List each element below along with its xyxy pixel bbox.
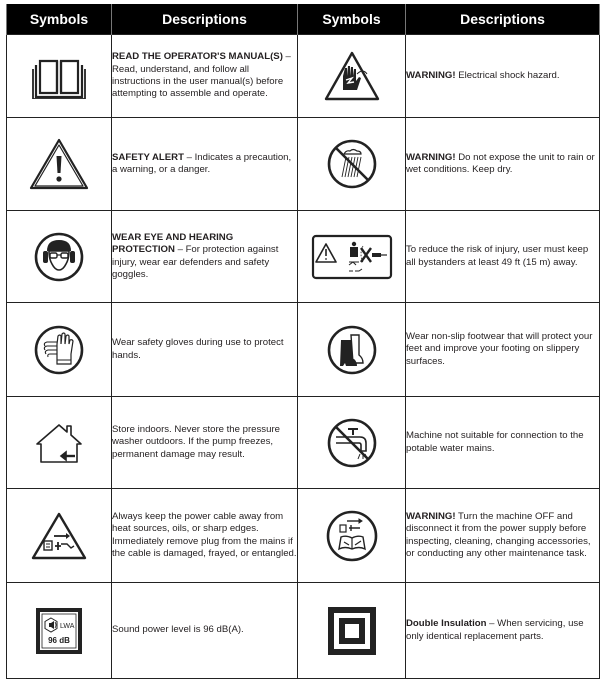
power-cable-warning-icon xyxy=(30,511,88,561)
description-cell xyxy=(112,489,298,583)
symbol-cell xyxy=(7,303,112,397)
description-cell xyxy=(406,211,600,303)
table-row xyxy=(7,35,600,118)
double-insulation-icon xyxy=(328,607,376,655)
description-bold: SAFETY ALERT xyxy=(112,151,184,163)
description-cell xyxy=(406,489,600,583)
description-text: – Read, understand, and follow all instructions in the user manual(s) before attempting to assemble and operate. xyxy=(112,51,291,100)
description-text: – When servicing, use only identical replacement parts. xyxy=(406,618,584,642)
eye-hearing-protection-icon xyxy=(33,231,85,283)
sound-power-level-icon xyxy=(35,607,83,655)
header-descriptions-2: Descriptions xyxy=(406,4,600,35)
operator-manual-book-icon xyxy=(31,53,87,99)
table-row xyxy=(7,489,600,583)
svg-text:96 dB: 96 dB xyxy=(48,635,70,645)
svg-text:LWA: LWA xyxy=(60,622,75,630)
header-symbols-1: Symbols xyxy=(7,4,112,35)
table-row xyxy=(7,303,600,397)
symbol-cell xyxy=(7,35,112,118)
symbol-cell xyxy=(298,489,406,583)
symbol-cell xyxy=(7,489,112,583)
description-cell xyxy=(112,118,298,211)
description-text: Wear safety gloves during use to protect hands. xyxy=(112,337,284,361)
description-text: Sound power level is 96 dB(A). xyxy=(112,624,244,636)
table-header-row xyxy=(7,4,600,35)
description-cell xyxy=(406,118,600,211)
description-bold: WARNING! xyxy=(406,69,456,81)
symbol-cell xyxy=(7,211,112,303)
safety-gloves-icon xyxy=(33,324,85,376)
electrical-shock-hazard-icon xyxy=(323,50,381,102)
description-cell xyxy=(112,397,298,489)
description-bold: WARNING! xyxy=(406,151,456,163)
table-row xyxy=(7,211,600,303)
description-text: – For protection against injury, wear ear defenders and safety goggles. xyxy=(112,244,279,280)
description-text: Wear non-slip footwear that will protect your feet and improve your footing on slippery surfaces. xyxy=(406,330,593,367)
table-row xyxy=(7,118,600,211)
description-cell xyxy=(406,397,600,489)
description-text: Machine not suitable for connection to the potable water mains. xyxy=(406,430,584,454)
symbol-cell xyxy=(298,583,406,679)
safety-alert-triangle-icon xyxy=(28,137,90,191)
symbol-cell xyxy=(298,118,406,211)
description-cell xyxy=(112,211,298,303)
description-cell xyxy=(112,35,298,118)
description-text: Turn the machine OFF and disconnect it from the power supply before inspecting, cleaning, changing accessories, or conducting any other maintenance task. xyxy=(406,510,591,559)
description-cell xyxy=(112,303,298,397)
symbol-cell xyxy=(298,211,406,303)
description-text: Electrical shock hazard. xyxy=(455,69,560,81)
description-bold: Double Insulation xyxy=(406,618,487,630)
symbol-cell xyxy=(7,583,112,679)
description-text: – Indicates a precaution, a warning, or a danger. xyxy=(112,151,292,175)
description-bold: WEAR EYE AND HEARING PROTECTION xyxy=(112,231,234,256)
symbol-cell xyxy=(7,397,112,489)
disconnect-before-maintenance-icon xyxy=(325,509,379,563)
keep-bystanders-away-icon xyxy=(311,234,393,280)
non-slip-footwear-icon xyxy=(326,324,378,376)
symbol-cell xyxy=(298,35,406,118)
description-cell xyxy=(406,35,600,118)
symbol-cell xyxy=(7,118,112,211)
description-text: To reduce the risk of injury, user must keep all bystanders at least 49 ft (15 m) away. xyxy=(406,244,589,268)
symbol-cell xyxy=(298,397,406,489)
description-text: Store indoors. Never store the pressure washer outdoors. If the pump freezes, permanent damage may result. xyxy=(112,423,280,460)
symbol-cell xyxy=(298,303,406,397)
description-cell xyxy=(406,583,600,679)
table-row xyxy=(7,583,600,679)
description-text: Do not expose the unit to rain or wet conditions. Keep dry. xyxy=(406,151,595,175)
description-cell xyxy=(406,303,600,397)
symbols-table xyxy=(6,4,600,679)
table-row xyxy=(7,397,600,489)
description-bold: WARNING! xyxy=(406,510,456,522)
no-rain-icon xyxy=(326,138,378,190)
header-descriptions-1: Descriptions xyxy=(112,4,298,35)
description-text: Always keep the power cable away from heat sources, oils, or sharp edges. Immediately remove plug from the mains if the cable is damaged, frayed, or entangled. xyxy=(112,510,297,559)
store-indoors-house-icon xyxy=(35,422,83,464)
description-bold: READ THE OPERATOR'S MANUAL(S) xyxy=(112,51,283,63)
header-symbols-2: Symbols xyxy=(298,4,406,35)
no-potable-water-tap-icon xyxy=(326,417,378,469)
description-cell xyxy=(112,583,298,679)
